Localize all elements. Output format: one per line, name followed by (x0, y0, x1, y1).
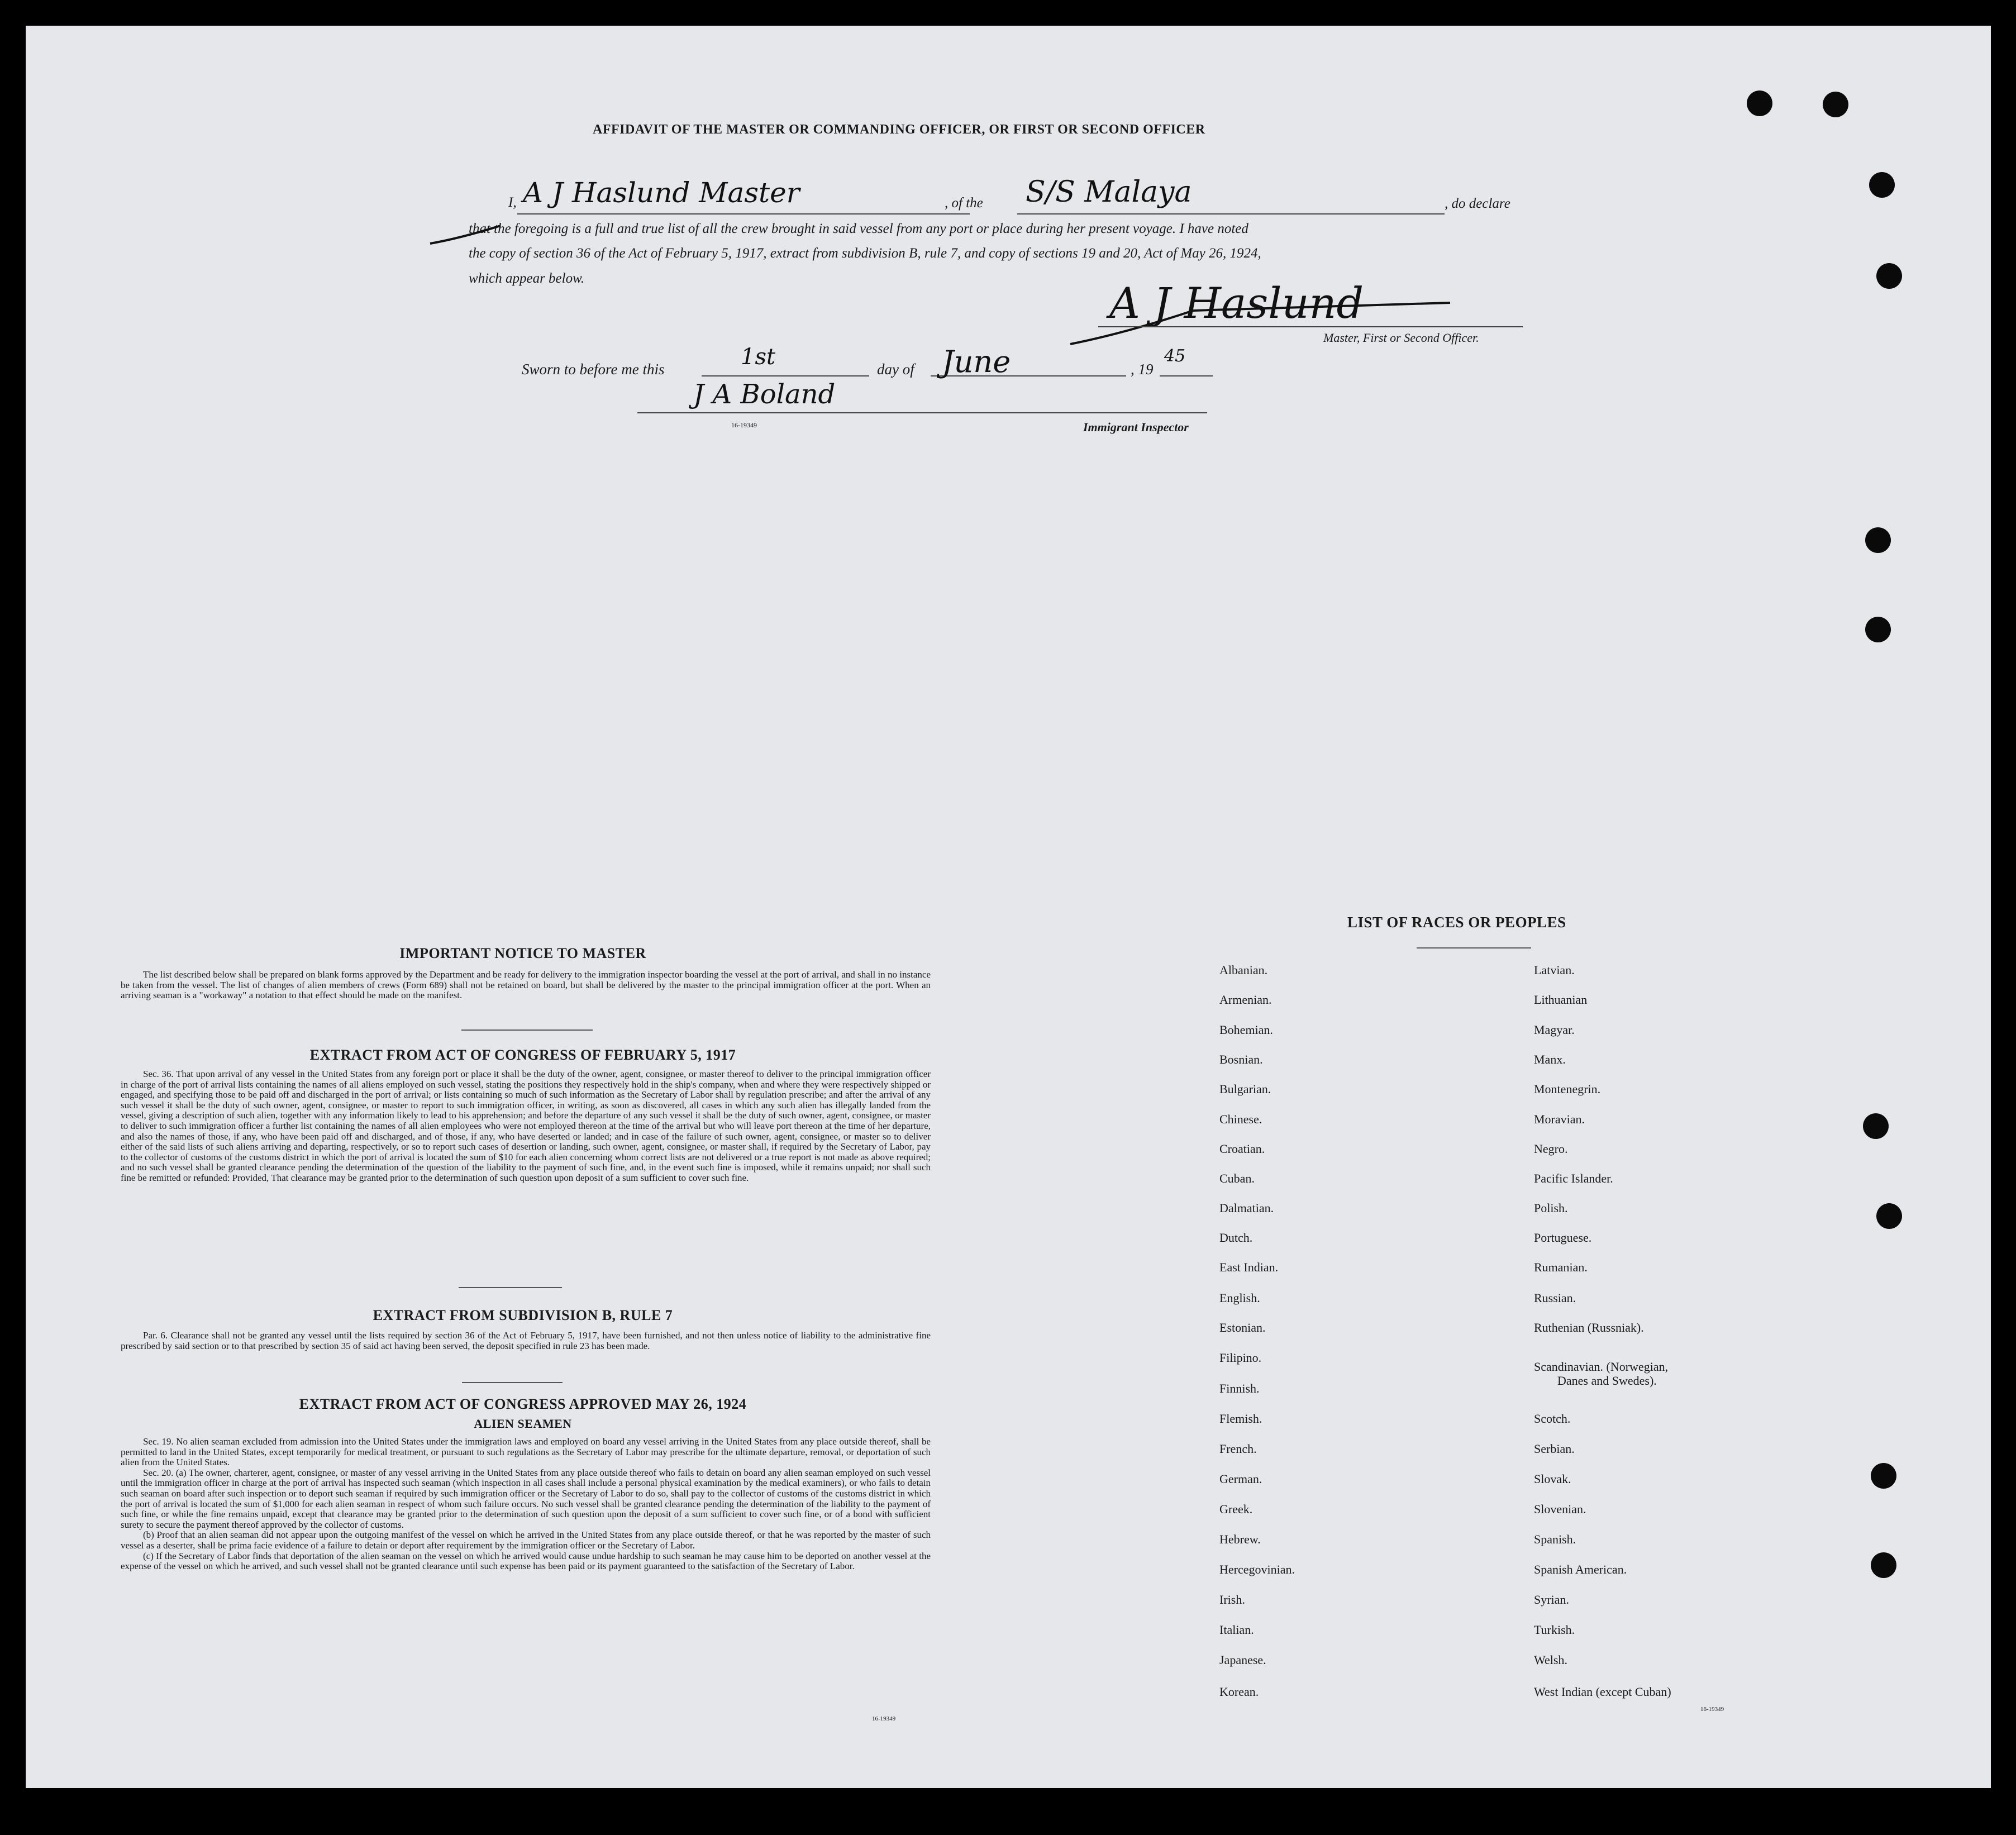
sec20a-paragraph: Sec. 20. (a) The owner, charterer, agent, consignee, or master of any vessel arriving in the United States from any place outside thereof who fails to detain on board any alien seaman employed on such vessel until the immigration officer in charge at the port of arrival has inspected such seaman (which inspection in all cases shall include a personal physical examination by the medical examiners), or who fails to detain such seaman on board after such inspection or to deport such seaman if required by such immigration officer or the Secretary of Labor to do so, shall pay to the collector of customs of the customs district in which the port of arrival is located the sum of $1,000 for each alien seaman in respect of whom such failure occurs. No such vessel shall be granted clearance pending the determination of the liability to the payment of such fine, or while the fine remains unpaid, except that clearance may be granted prior to the determination of such question upon the deposit of a sum sufficient to cover such fine, or of a bond with sufficient surety to secure the payment thereof approved by the collector of customs. (121, 1467, 931, 1530)
race-item: Russian. (1534, 1291, 1576, 1305)
race-item: French. (1219, 1442, 1257, 1456)
sworn-month-handwritten: June (942, 344, 1011, 379)
race-item: Polish. (1534, 1201, 1568, 1215)
race-item: Syrian. (1534, 1593, 1569, 1607)
affidavit-body-line-2: the copy of section 36 of the Act of February 5, 1917, extract from subdivision B, rule 7, and copy of sections 19 and 20, Act of May 26, 1924, (469, 246, 1261, 261)
race-item: Bosnian. (1219, 1052, 1263, 1066)
race-item: Albanian. (1219, 963, 1268, 977)
divider (459, 1287, 562, 1288)
race-item: Ruthenian (Russniak). (1534, 1321, 1644, 1334)
sec20c-paragraph: (c) If the Secretary of Labor finds that deportation of the alien seaman on the vessel on which he arrived would cause undue hardship to such seaman he may cause him to be deported on another vessel at the expense of the vessel on which he arrived, and such vessel shall not be granted clearance until such expense has been paid or its payment guaranteed to the satisfaction of the Secretary of Labor. (121, 1550, 931, 1572)
punch-hole (1747, 90, 1772, 116)
race-item: Korean. (1219, 1685, 1259, 1699)
race-item: Rumanian. (1534, 1260, 1588, 1274)
punch-hole (1871, 1552, 1896, 1578)
notice-text (121, 970, 931, 1001)
race-item: Finnish. (1219, 1381, 1260, 1395)
race-item: Scotch. (1534, 1412, 1571, 1426)
sworn-day-handwritten: 1st (741, 344, 776, 370)
race-item: Italian. (1219, 1623, 1254, 1637)
race-item: Portuguese. (1534, 1231, 1592, 1245)
year-handwritten: 45 (1164, 346, 1186, 366)
race-item: Flemish. (1219, 1412, 1262, 1426)
race-item: Turkish. (1534, 1623, 1575, 1637)
race-item: English. (1219, 1291, 1260, 1305)
race-item: Dalmatian. (1219, 1201, 1274, 1215)
extract-form-number: 16-19349 (872, 1715, 896, 1722)
officer-handwritten: A J Haslund Master (523, 177, 800, 209)
races-form-number: 16-19349 (1700, 1706, 1724, 1713)
race-item: Bohemian. (1219, 1023, 1273, 1037)
race-item: Bulgarian. (1219, 1082, 1271, 1096)
extract-rule7-text (121, 1331, 931, 1351)
of-the-label: , of the (945, 196, 983, 211)
sec19-paragraph: Sec. 19. No alien seaman excluded from admission into the United States under the immigration laws and employed on board any vessel arriving in the United States from any place outside thereof, shall be permitted to land in the United States, except temporarily for medical treatment, or pursuant to such regulations as the Secretary of Labor may prescribe for the ultimate departure, removal, or deportation of such alien from the United States. (121, 1436, 931, 1468)
inspector-line (637, 412, 1207, 413)
master-signature-line (1098, 326, 1523, 327)
race-item: West Indian (except Cuban) (1534, 1685, 1671, 1699)
document-page (26, 26, 1991, 1788)
day-of-label: day of (877, 361, 914, 378)
race-item: Slovenian. (1534, 1502, 1586, 1516)
race-item: Estonian. (1219, 1321, 1266, 1334)
master-signature: A J Haslund (1109, 278, 1364, 328)
divider (462, 1382, 563, 1383)
i-prefix: I, (508, 195, 517, 210)
race-item: Pacific Islander. (1534, 1171, 1613, 1185)
race-item: Latvian. (1534, 963, 1575, 977)
notice-title: IMPORTANT NOTICE TO MASTER (399, 945, 646, 961)
officer-line (517, 213, 970, 215)
race-item: Serbian. (1534, 1442, 1575, 1456)
race-item: Irish. (1219, 1593, 1245, 1607)
race-item: Spanish. (1534, 1532, 1576, 1546)
race-item: Danes and Swedes). (1557, 1374, 1657, 1388)
race-item: Magyar. (1534, 1023, 1575, 1037)
punch-hole (1863, 1113, 1889, 1139)
punch-hole (1865, 527, 1891, 553)
races-title: LIST OF RACES OR PEOPLES (1347, 914, 1566, 931)
affidavit-body-line-3: which appear below. (469, 271, 585, 286)
notice-paragraph: The list described below shall be prepared on blank forms approved by the Department and be ready for delivery to the immigration inspector boarding the vessel at the port of arrival, and shall in no instance be taken from the vessel. The list of changes of alien members of crews (Form 689) shall not be retained on board, but shall be delivered by the master to the principal immigration officer at the port. When an arriving seaman is a "workaway" a notation to that effect should be made on the manifest. (121, 969, 931, 1001)
race-item: Hebrew. (1219, 1532, 1261, 1546)
punch-hole (1865, 617, 1891, 642)
race-item: Greek. (1219, 1502, 1253, 1516)
extract-1917-title: EXTRACT FROM ACT OF CONGRESS OF FEBRUARY 5, 1917 (309, 1047, 736, 1063)
race-item: Negro. (1534, 1142, 1568, 1156)
race-item: Montenegrin. (1534, 1082, 1601, 1096)
vessel-line (1017, 213, 1445, 215)
declaration-flourish (428, 216, 506, 249)
affidavit-body-line-1: that the foregoing is a full and true list of all the crew brought in said vessel from any port or place during her present voyage. I have noted (469, 221, 1248, 236)
race-item: Welsh. (1534, 1653, 1567, 1667)
race-item: Armenian. (1219, 993, 1272, 1007)
race-item: Spanish American. (1534, 1562, 1627, 1576)
race-item: Cuban. (1219, 1171, 1255, 1185)
inspector-caption: Immigrant Inspector (1083, 420, 1189, 434)
race-item: Lithuanian (1534, 993, 1588, 1007)
year-prefix: , 19 (1131, 361, 1154, 378)
race-item: Chinese. (1219, 1112, 1262, 1126)
race-item: Dutch. (1219, 1231, 1253, 1245)
race-item: Scandinavian. (Norwegian, (1534, 1360, 1669, 1374)
master-caption: Master, First or Second Officer. (1323, 331, 1479, 345)
race-item: Filipino. (1219, 1351, 1262, 1365)
punch-hole (1823, 92, 1848, 117)
extract-1924-text (121, 1437, 931, 1572)
extract-1924-title: EXTRACT FROM ACT OF CONGRESS APPROVED MAY 26, 1924 (299, 1396, 747, 1412)
do-declare-label: , do declare (1445, 196, 1510, 211)
punch-hole (1876, 263, 1902, 289)
punch-hole (1869, 172, 1895, 198)
race-item: German. (1219, 1472, 1262, 1486)
punch-hole (1871, 1463, 1896, 1489)
extract-1917-paragraph: Sec. 36. That upon arrival of any vessel in the United States from any foreign port or place it shall be the duty of the owner, agent, consignee, or master thereof to deliver to the principal immigration officer in charge of the port of arrival lists containing the names of all aliens employed on such vessel, stating the positions they respectively hold in the ship's company, when and where they were respectively shipped or engaged, and specifying those to be paid off and discharged in the port of arrival; or lists containing so much of such information as the Secretary of Labor shall by regulation prescribe; and after the arrival of any such vessel it shall be the duty of such owner, agent, consignee, or master to report to such immigration officer, in writing, as soon as discovered, all cases in which any such alien has illegally landed from the vessel, giving a description of such alien, together with any information likely to lead to his apprehension; and before the departure of any such vessel it shall be the duty of such owner, agent, consignee, or master to deliver to such immigration officer a further list containing the names of all alien employees who were not employed thereon at the time of the arrival but who will leave port thereon at the time of her departure, and also the names of those, if any, who have been paid off and discharged, and of those, if any, who have deserted or landed; and in case of the failure of such owner, agent, consignee, or master so to deliver either of the said lists of such aliens arriving and departing, respectively, or so to report such cases of desertion or landing, such owner, agent, consignee, or master shall, if required by the Secretary of Labor, pay to the collector of customs of the customs district in which the port of arrival is located the sum of $10 for each alien concerning whom correct lists are not delivered or a true report is not made as above required; and no such vessel shall be granted clearance pending the determination of the question of the liability to the payment of such fine, and, in the event such fine is imposed, while it remains unpaid; nor shall such fine be remitted or refunded: Provided, That clearance may be granted prior to the determination of such question upon deposit of a sum sufficient to cover such fine. (121, 1069, 931, 1183)
race-item: Hercegovinian. (1219, 1562, 1295, 1576)
race-item: Croatian. (1219, 1142, 1265, 1156)
sec20b-paragraph: (b) Proof that an alien seaman did not appear upon the outgoing manifest of the vessel on which he arrived in the United States from any place outside thereof, or that he was reported by the master of such vessel as a deserter, shall be prima facie evidence of a failure to detain or deport after requirement by the immigration officer or the Secretary of Labor. (121, 1529, 931, 1551)
race-item: Japanese. (1219, 1653, 1266, 1667)
vessel-handwritten: S/S Malaya (1026, 175, 1192, 209)
race-item: Slovak. (1534, 1472, 1571, 1486)
race-item: Moravian. (1534, 1112, 1585, 1126)
extract-1924-subtitle: ALIEN SEAMEN (474, 1417, 572, 1431)
race-item: East Indian. (1219, 1260, 1279, 1274)
extract-rule7-title: EXTRACT FROM SUBDIVISION B, RULE 7 (373, 1307, 673, 1323)
extract-1917-text (121, 1069, 931, 1184)
extract-rule7-paragraph: Par. 6. Clearance shall not be granted any vessel until the lists required by section 36 of the Act of February 5, 1917, have been furnished, and not then unless notice of liability to the administrative fine prescribed by said section or to that prescribed by section 35 of said act having been served, the deposit specified in rule 23 has been made. (121, 1330, 931, 1351)
punch-hole (1876, 1203, 1902, 1229)
divider (1417, 947, 1531, 949)
inspector-signature: J A Boland (693, 379, 836, 410)
sworn-prefix: Sworn to before me this (522, 361, 665, 378)
year-line (1160, 375, 1213, 376)
affidavit-title: AFFIDAVIT OF THE MASTER OR COMMANDING OFFICER, OR FIRST OR SECOND OFFICER (593, 122, 1205, 137)
affidavit-form-number: 16-19349 (731, 421, 757, 429)
divider (461, 1029, 593, 1031)
race-item: Manx. (1534, 1052, 1566, 1066)
sworn-day-line (702, 375, 869, 376)
